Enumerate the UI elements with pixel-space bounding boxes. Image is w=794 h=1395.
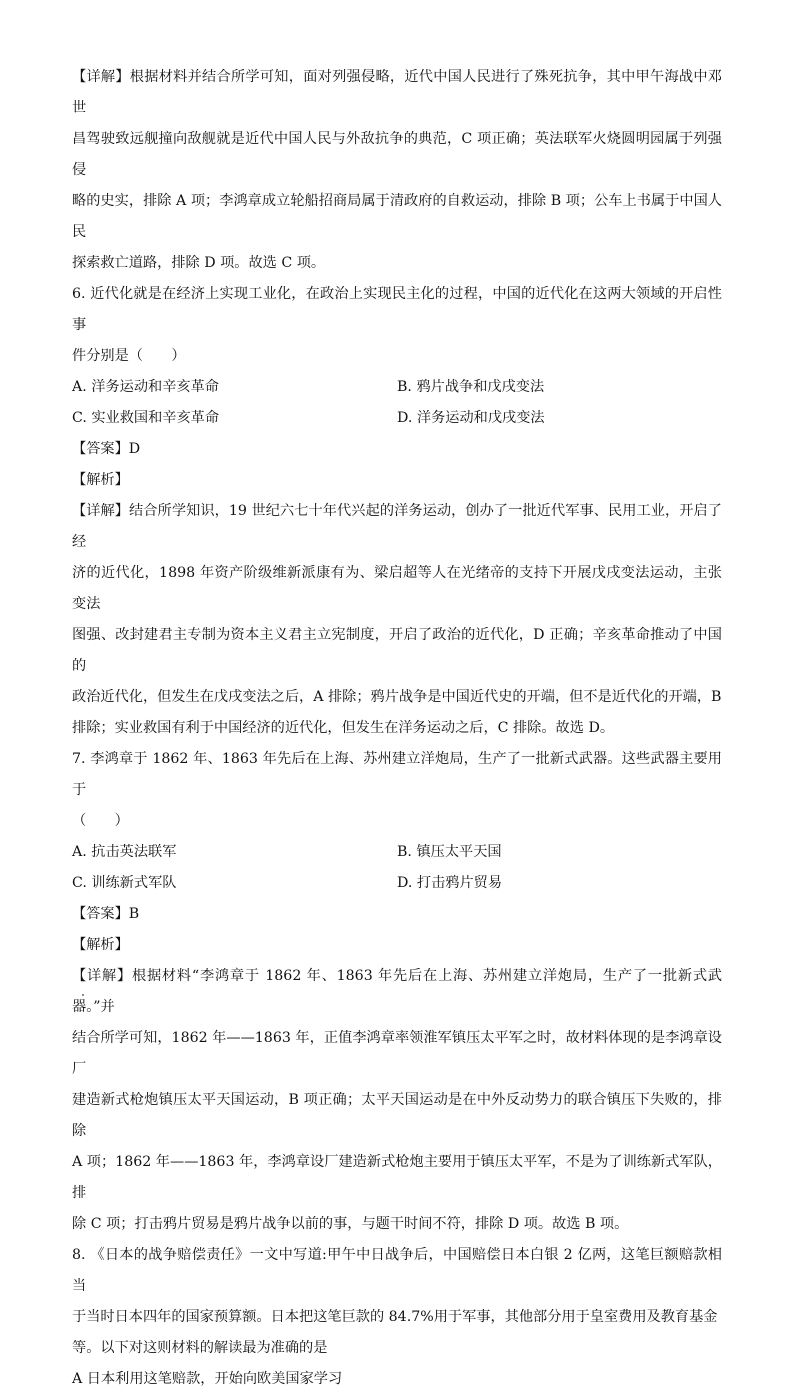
- text-line: 略的史实，排除 A 项；李鸿章成立轮船招商局属于清政府的自救运动，排除 B 项；公车上书属于中国人民: [72, 193, 722, 240]
- text-line: 图强、改封建君主专制为资本主义君主立宪制度，开启了政治的近代化，D 正确；辛亥革命推动了中国的: [72, 627, 722, 674]
- text-line: 排除；实业救国有利于中国经济的近代化，但发生在洋务运动之后，C 排除。故选 D。: [72, 720, 615, 736]
- question-text: 于当时日本四年的国家预算额。日本把这笔巨款的 84.7%用于军事，其他部分用于皇室费用及教育基金: [72, 1309, 718, 1325]
- text-line: 结合所学可知，1862 年——1863 年，正值李鸿章率领淮军镇压太平军之时，故材料体现的是李鸿章设厂: [72, 1030, 722, 1077]
- question-text: 等。以下对这则材料的解读最为准确的是: [72, 1340, 328, 1356]
- option-a: A 日本利用这笔赔款，开始向欧美国家学习: [72, 1371, 343, 1387]
- analysis-label: 【解析】: [72, 472, 129, 488]
- option-c: C. 训练新式军队: [72, 875, 177, 891]
- text-line: 政治近代化，但发生在戊戌变法之后，A 排除；鸦片战争是中国近代史的开端，但不是近代化的开端，B: [72, 689, 722, 705]
- question-text: 8. 《日本的战争赔偿责任》一文中写道:甲午中日战争后，中国赔偿日本白银 2 亿两，这笔巨额赔款相当: [72, 1247, 722, 1294]
- text-line: 【详解】结合所学知识，19 世纪六七十年代兴起的洋务运动，创办了一批近代军事、民用工业，开启了经: [72, 503, 722, 550]
- option-d: D. 打击鸦片贸易: [397, 875, 503, 891]
- question-text: 件分别是（ ）: [72, 348, 186, 364]
- option-d: D. 洋务运动和戊戌变法: [397, 410, 545, 426]
- q5-analysis: [72, 62, 722, 279]
- question-text: 6. 近代化就是在经济上实现工业化，在政治上实现民主化的过程，中国的近代化在这两大领域的开启性事: [72, 286, 722, 333]
- question-6: [72, 279, 722, 744]
- answer-label: 【答案】B: [72, 906, 140, 922]
- question-8: [72, 1240, 722, 1395]
- option-c: C. 实业救国和辛亥革命: [72, 410, 220, 426]
- text-line: 建造新式枪炮镇压太平天国运动，B 项正确；太平天国运动是在中外反动势力的联合镇压下失败的，排除: [72, 1092, 722, 1139]
- stray-mark: [82, 994, 84, 996]
- option-row: [72, 372, 722, 403]
- question-text: （ ）: [72, 813, 129, 829]
- option-b: B. 镇压太平天国: [397, 844, 502, 860]
- question-text: 7. 李鸿章于 1862 年、1863 年先后在上海、苏州建立洋炮局，生产了一批新式武器。这些武器主要用于: [72, 751, 722, 798]
- document-page: [72, 62, 722, 1395]
- text-line: A 项；1862 年——1863 年，李鸿章设厂建造新式枪炮主要用于镇压太平军，不是为了训练新式军队，排: [72, 1154, 722, 1201]
- text-line: 济的近代化，1898 年资产阶级维新派康有为、梁启超等人在光绪帝的支持下开展戊戌变法运动，主张变法: [72, 565, 722, 612]
- option-row: [72, 837, 722, 868]
- analysis-label: 【解析】: [72, 937, 129, 953]
- text-line: 探索救亡道路，排除 D 项。故选 C 项。: [72, 255, 326, 271]
- text-line: 【详解】根据材料“李鸿章于 1862 年、1863 年先后在上海、苏州建立洋炮局，生产了一批新式武器。”并: [72, 968, 722, 1015]
- text-line: 【详解】根据材料并结合所学可知，面对列强侵略，近代中国人民进行了殊死抗争，其中甲午海战中邓世: [72, 69, 722, 116]
- option-b: B. 鸦片战争和戊戌变法: [397, 379, 545, 395]
- option-a: A. 洋务运动和辛亥革命: [72, 379, 219, 395]
- answer-label: 【答案】D: [72, 441, 141, 457]
- option-a: A. 抗击英法联军: [72, 844, 177, 860]
- text-line: 除 C 项；打击鸦片贸易是鸦片战争以前的事，与题干时间不符，排除 D 项。故选 B 项。: [72, 1216, 629, 1232]
- question-7: [72, 744, 722, 1240]
- option-row: [72, 403, 722, 434]
- option-row: [72, 868, 722, 899]
- text-line: 昌驾驶致远舰撞向敌舰就是近代中国人民与外敌抗争的典范，C 项正确；英法联军火烧圆明园属于列强侵: [72, 131, 722, 178]
